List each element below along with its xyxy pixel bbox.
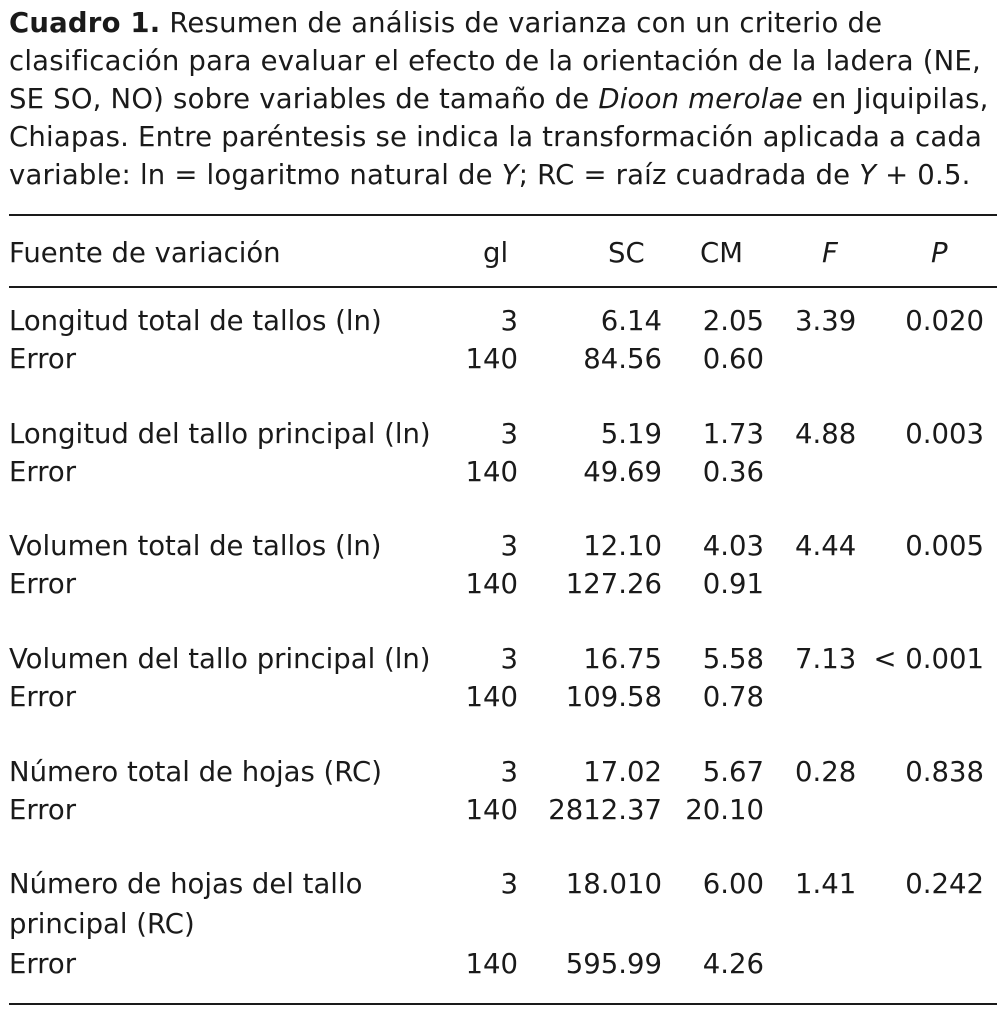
cell-gl: 140 — [465, 343, 518, 375]
cell-cm: 4.26 — [702, 948, 764, 980]
cell-cm: 0.78 — [702, 681, 764, 713]
cell-sc: 12.10 — [583, 530, 662, 562]
cell-gl: 140 — [465, 568, 518, 600]
cell-sc: 6.14 — [600, 305, 662, 337]
cell-gl: 140 — [465, 794, 518, 826]
cell-gl: 3 — [500, 305, 518, 337]
header-f: F — [822, 237, 838, 269]
caption-label: Cuadro 1. — [9, 7, 161, 39]
cell-gl: 3 — [500, 530, 518, 562]
table-top-rule — [9, 214, 997, 216]
cell-gl: 3 — [500, 643, 518, 675]
cell-gl: 140 — [465, 948, 518, 980]
cell-sc: 84.56 — [583, 343, 662, 375]
cell-p: 0.242 — [905, 868, 984, 900]
table-bottom-rule — [9, 1003, 997, 1005]
cell-cm: 1.73 — [702, 418, 764, 450]
cell-cm: 2.05 — [702, 305, 764, 337]
header-bottom-rule — [9, 286, 997, 288]
caption-text: + 0.5. — [876, 159, 971, 191]
cell-gl: 3 — [500, 868, 518, 900]
cell-source: Error — [9, 794, 77, 826]
cell-p: 0.020 — [905, 305, 984, 337]
header-cm: CM — [700, 237, 743, 269]
cell-f: 3.39 — [795, 305, 857, 337]
cell-sc: 595.99 — [565, 948, 662, 980]
cell-f: 0.28 — [795, 756, 857, 788]
header-sc: SC — [608, 237, 645, 269]
cell-p: 0.003 — [905, 418, 984, 450]
cell-f: 4.88 — [795, 418, 857, 450]
cell-sc: 18.010 — [565, 868, 662, 900]
cell-f: 1.41 — [795, 868, 857, 900]
cell-sc: 109.58 — [565, 681, 662, 713]
cell-sc: 16.75 — [583, 643, 662, 675]
caption-species: Dioon merolae — [598, 83, 803, 115]
cell-p: < 0.001 — [873, 643, 984, 675]
cell-sc: 17.02 — [583, 756, 662, 788]
cell-source: Número total de hojas (RC) — [9, 756, 382, 788]
header-p: P — [931, 237, 948, 269]
cell-source: Error — [9, 568, 77, 600]
cell-source: Longitud del tallo principal (ln) — [9, 418, 431, 450]
caption-variable-y: Y — [859, 159, 877, 191]
cell-cm: 0.91 — [702, 568, 764, 600]
cell-cm: 20.10 — [685, 794, 764, 826]
caption-text: en Jiquipilas, Chiapas. Entre paréntesis se indica la transformación aplicada a cada variable: ln = logaritmo natural de — [9, 83, 989, 191]
cell-sc: 5.19 — [600, 418, 662, 450]
cell-source: Error — [9, 343, 77, 375]
cell-cm: 5.58 — [702, 643, 764, 675]
cell-cm: 4.03 — [702, 530, 764, 562]
caption-text: Resumen de análisis de varianza con un criterio de clasificación para evaluar el efecto de la orientación de la ladera (NE, SE SO, NO) sobre variables de tamaño de — [9, 7, 981, 115]
cell-source: Volumen total de tallos (ln) — [9, 530, 382, 562]
cell-gl: 3 — [500, 418, 518, 450]
caption-variable-y: Y — [501, 159, 519, 191]
cell-sc: 127.26 — [565, 568, 662, 600]
caption-text: ; RC = raíz cuadrada de — [518, 159, 860, 191]
cell-cm: 5.67 — [702, 756, 764, 788]
header-gl: gl — [483, 237, 509, 269]
table-caption — [9, 4, 999, 194]
cell-gl: 140 — [465, 456, 518, 488]
cell-gl: 140 — [465, 681, 518, 713]
cell-source: Número de hojas del tallo — [9, 868, 363, 900]
cell-gl: 3 — [500, 756, 518, 788]
cell-source: Error — [9, 456, 77, 488]
cell-sc: 2812.37 — [548, 794, 662, 826]
cell-source: Error — [9, 681, 77, 713]
cell-source-continuation: principal (RC) — [9, 908, 195, 940]
cell-cm: 6.00 — [702, 868, 764, 900]
cell-f: 4.44 — [795, 530, 857, 562]
cell-p: 0.005 — [905, 530, 984, 562]
cell-source: Longitud total de tallos (ln) — [9, 305, 382, 337]
cell-sc: 49.69 — [583, 456, 662, 488]
cell-source: Volumen del tallo principal (ln) — [9, 643, 431, 675]
cell-source: Error — [9, 948, 77, 980]
cell-cm: 0.60 — [702, 343, 764, 375]
cell-f: 7.13 — [795, 643, 857, 675]
cell-p: 0.838 — [905, 756, 984, 788]
header-source: Fuente de variación — [9, 237, 281, 269]
cell-cm: 0.36 — [702, 456, 764, 488]
